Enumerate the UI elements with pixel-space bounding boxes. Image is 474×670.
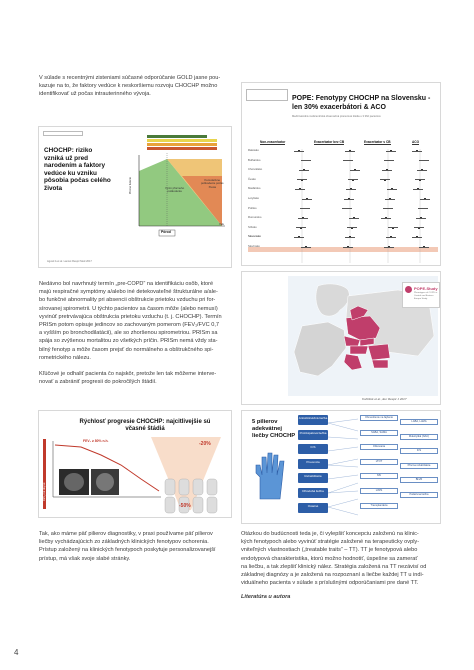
cylinder [207,497,217,513]
text-line: kých fenotypoch alebo vyvinúť stratégie založené na terapeuticky ovply- [241,539,420,546]
lung-shape [64,473,84,491]
forest-ci-bar [301,160,311,161]
slide-title [292,95,440,112]
logo-box [43,131,83,136]
column-header: Exacerbator bez CB [314,140,345,144]
connector [328,447,358,451]
country-label: Maďarsko [248,186,261,191]
connector [328,423,358,431]
country-label: Chorvátsko [248,167,263,172]
connector [328,499,358,507]
country-label: Bulharsko [248,157,261,162]
forest-ci-bar [302,199,312,200]
text-line: spája so zvýšenou mortalitou zo všetkých príčin. PRISm nemá vždy sta- [39,338,218,345]
header-bar [147,147,217,150]
treatment-item: ICS [400,448,438,454]
birth-label: Pôrod [161,230,171,234]
top-percent: -20% [199,441,211,447]
title-line: POPE: Fenotypy CHOCHP na Slovensku - [292,95,431,102]
intro-line: identifikovať už počas intrauterinného vývoja. [39,91,151,97]
connector [328,507,358,515]
pillar-box: Rehabilitácia [298,473,328,483]
treatment-item: NIV [360,473,398,479]
forest-ci-bar [350,170,360,171]
connector [328,419,358,423]
header-bar [147,135,207,138]
forest-ci-bar [346,189,356,190]
title-line: len 30% exacerbátori & ACO [292,103,386,111]
treatment-item: Očkovania [360,444,398,450]
forest-ci-bar [349,218,359,219]
text-line: majú respiračné symptómy a/alebo iné detekovateľné štrukturálne a/ale- [39,289,218,296]
right-label [201,179,224,189]
country-bulgaria [372,360,388,368]
text-line: sírovanej spirometrii. U týchto pacientov sa časom môže (alebo nemusí) [39,305,218,312]
forest-ci-bar [384,160,394,161]
forest-ci-bar [297,179,307,180]
forest-columns [302,149,420,263]
forest-ci-bar [381,218,391,219]
pope-logo-icon [405,286,412,293]
forest-ci-bar [299,170,309,171]
treatment-item: LVRS [360,488,398,494]
slide-copd-progression [38,410,232,518]
forest-ci-bar [345,151,355,152]
text-line: vniteľných vlastnostiach („treatable traits“ – TT). TT je fenotypová alebo [241,547,418,554]
text-line: prístup, má však svoje slabé stránky. [39,555,131,562]
cylinder [193,497,203,513]
slide-pope-map [241,271,441,405]
forest-ci-bar [344,199,354,200]
cylinder [207,479,217,495]
forest-ci-bar [343,160,353,161]
bottom-percent: -50% [179,503,191,509]
text-line: Nedávno bol navrhnutý termín „pre-COPD“ na identifikáciu osôb, ktoré [39,281,214,287]
country-label: Poľsko [248,205,257,210]
logo-box [246,89,288,101]
forest-ci-bar [415,179,425,180]
forest-ci-bar [416,218,426,219]
forest-ci-bar [385,199,395,200]
text-line: PRISm potom opisuje jedincov so zachovaným pomerom (FEV₁/FVC 0,7 [39,322,220,328]
text-line: Prístup založený na klinických fenotypoch poskytuje personalizovanejší [39,547,216,554]
forest-ci-bar [417,170,427,171]
header-bar [147,143,217,146]
forest-ci-bar [419,247,429,248]
country-label: Slovinsko [248,244,260,248]
text-line: základnej diagnózy a je založená na rozpoznaní a liečbe každej TT u indi- [241,572,424,578]
forest-ci-bar [342,208,352,209]
text-line: rometrického nálezu. [39,354,91,361]
forest-ci-bar [301,247,311,248]
literature-note: Literatúra u autora [241,594,291,600]
forest-ci-bar [294,237,304,238]
text-line: bo funkčné abnormality pri absencii obštrukcie prietoku vzduchu pri for- [39,297,216,304]
text-line: Kľúčové je odhaliť pacienta čo najskôr, pretože len tak môžeme interve- [39,371,217,377]
country-label: Rakúsko [248,148,259,152]
hand-shape [256,453,284,499]
legend-title: POPE-Study [414,286,438,291]
cylinder [179,479,189,495]
text-line: liečby vychádzajúcich zo základných klinických fenotypov ochorenia. [39,539,209,546]
treatment-item: BLVR [400,477,438,483]
title-line: vzniká už pred [44,154,89,162]
forest-ci-bar [386,151,396,152]
pillar-box: Ostatné [298,503,328,513]
treatment-item: SABA, SAMA [360,430,398,436]
connector [328,459,358,465]
title-line: liečby CHOCHP [252,433,296,439]
forest-ci-bar [419,160,429,161]
pillar-box: ICS [298,444,328,454]
connectors [328,419,358,515]
pillar-box: Antiobštrukčná liečba [298,415,328,425]
intro-line: kazuje na to, že faktory vedúce k neskoršiemu rozvoju CHOCHP možno [39,83,218,89]
forest-ci-bar [414,227,424,228]
forest-ci-bar [412,151,422,152]
pillar-box: Prevencia [298,459,328,469]
forest-ci-bar [386,237,396,238]
text-line: Otázkou do budúcnosti teda je, či vylepšiť koncepciu založenú na klinic- [241,531,419,537]
page-number: 4 [14,648,19,657]
text-line: vyvinúť pretrvávajúca obštrukcia prietoku vzduchu (t. j. CHOCHP). Termín [39,313,222,320]
treatment-item: Transplantácia [360,503,398,509]
title-line: vedúce ku vzniku [44,169,97,177]
title-line: CHOCHP: riziko [44,147,93,154]
country-hungary [350,346,368,354]
x-axis-label: Vek [219,222,225,226]
title-line: 5 pilierov [252,419,278,425]
slide-title [252,419,295,440]
header-bar [147,139,217,142]
forest-ci-bar [412,237,422,238]
forest-ci-bar [295,189,305,190]
forest-ci-bar [345,237,355,238]
forest-ci-bar [418,208,428,209]
treatment-item: Paliatívna liečba [400,492,438,498]
slide-title [44,147,111,193]
text-line: novať a zabrániť progresii do pokročilých štádií. [39,379,157,386]
label-line: poškodenie počas [201,181,224,186]
slide-title [61,419,229,433]
country-label: Lotyšsko [248,196,260,200]
column-header: Exacerbator s CB [364,140,391,144]
map-legend [402,282,440,308]
label-line: poškodenia [167,189,182,194]
title-line: života [44,184,63,192]
hand-icon [252,451,290,501]
connector [328,437,358,439]
label-line: života [208,184,216,189]
pillar-box: Protizápalová liečba [298,430,328,440]
title-line: včasné štádiá [125,426,165,433]
treatment-item: LTOT [360,459,398,465]
fev-label: FEV₁ ≥ 80% n.h. [83,439,109,443]
forest-ci-bar [300,208,310,209]
text-line: viduálneho pacienta v súlade s príslušnými odporúčaniami pre dané TT. [241,580,419,587]
forest-ci-bar [420,199,430,200]
forest-ci-bar [384,247,394,248]
country-romania [368,344,390,360]
cylinder [165,497,175,513]
title-line: adekvátnej [252,426,282,432]
country-label: Rumunsko [248,215,262,220]
forest-ci-bar [388,227,398,228]
label-line: Kumulatívne [204,178,221,182]
forest-ci-bar [383,208,393,209]
slide-source: Agustí A et al. Lancet Respir Med 2017 [47,260,92,263]
title-line: narodením a faktory [44,162,106,170]
slide-subtitle: Medzinárodná multicentrická observačná prierezová štúdia u 3 362 pacientov [292,115,381,118]
forest-ci-bar [298,218,308,219]
connector [328,465,358,467]
connector-lines [328,415,358,521]
connector [328,475,358,479]
country-label: Srbsko [248,224,257,229]
column-header: ACO [412,140,420,144]
intro-line: V súlade s recentnými zisteniami súčasné odporúčanie GOLD jasne pou- [39,75,221,81]
column-header: Non-exacerbator [260,140,286,144]
y-axis-label: Pľúcne funkcie [129,177,132,195]
forest-plot [248,135,438,265]
text-line: na liečbu, a tak zlepšiť klinický nález. Stratégia založená na TT nezávisí od [241,563,427,570]
text-line: endotypová charakteristika, ktorú možno hodnotiť, úspešne sa zamerať [241,555,418,562]
title-line: pôsobia počas celého [44,177,111,185]
middle-label [165,187,184,194]
treatment-item: Pľúcna rehabilitácia [400,463,438,469]
slide-source: Koblížek et al., Eur Respir J 2017 [362,397,407,401]
forest-ci-bar [343,247,353,248]
forest-ci-bar [413,189,423,190]
forest-ci-bar [380,179,390,180]
country-label: Česko [248,176,256,181]
forest-ci-bar [294,151,304,152]
treatment-item: Mukolytiká (NAC) [400,434,438,440]
forest-ci-bar [382,170,392,171]
treatment-item: LABA, LAMA [400,419,438,425]
pillar-box: Dlhodobá liečba [298,488,328,498]
title-line: Rýchlosť progresie CHOCHP: najcitlivejšie sú [79,419,211,425]
cylinder [193,479,203,495]
progression-diagram [41,435,231,517]
lung-shape [96,473,114,491]
slide-lung-function [38,126,232,268]
forest-ci-bar [348,179,358,180]
cylinder [165,479,175,495]
forest-ci-bar [296,227,306,228]
country-label: Slovensko [248,234,261,239]
treatment-item: Obmedzenie na fajčenie [360,415,398,421]
text-line: bilný fenotyp a môže časom prejsť do normálneho a obštrukčného spi- [39,346,214,353]
slide-pope-phenotypes [241,82,441,266]
text-line: Tak, ako máme päť pilierov diagnostiky, v praxi používame päť pilierov [39,531,213,537]
label-line: Vývin pľúcneho [165,186,185,190]
legend-subtitle: Phenotypes of COPD in Central and Eastern Europe Study [414,292,438,300]
forest-ci-bar [347,227,357,228]
side-label: FEV₁ rok úbytok [43,482,46,501]
slide-five-pillars [241,410,441,524]
forest-ci-bar [387,189,397,190]
text-line: a vyšším po bronchodilatácii), ale so zhoršenou spirometriou. PRISm sa [39,330,218,337]
